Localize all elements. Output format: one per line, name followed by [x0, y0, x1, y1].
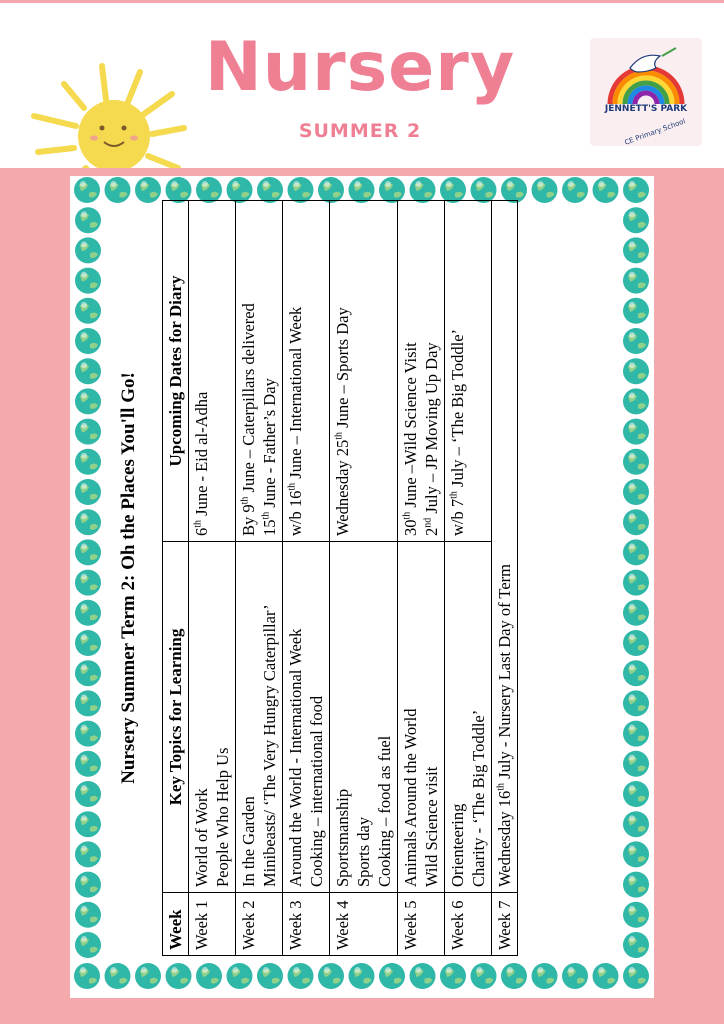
- date-line: w/b 16th June – International Week: [286, 306, 305, 536]
- globe-icon: [623, 509, 649, 535]
- table-row: [189, 201, 236, 956]
- topics-cell: [236, 542, 283, 893]
- globe-icon: [196, 963, 222, 989]
- dates-cell: [330, 201, 398, 542]
- globe-icon: [623, 177, 649, 203]
- globe-icon: [623, 298, 649, 324]
- topic-line: Cooking – food as fuel: [375, 735, 394, 887]
- globe-icon: [471, 963, 497, 989]
- globe-icon: [75, 207, 101, 233]
- globe-icon: [623, 781, 649, 807]
- globe-icon: [318, 963, 344, 989]
- column-header-week: Week: [163, 893, 189, 956]
- globe-icon: [623, 841, 649, 867]
- globe-icon: [623, 358, 649, 384]
- globe-icon: [75, 841, 101, 867]
- globe-icon: [623, 690, 649, 716]
- globe-icon: [501, 963, 527, 989]
- globe-icon: [623, 328, 649, 354]
- topic-line: Sportsmanship: [333, 788, 352, 887]
- topic-line: Wild Science visit: [422, 766, 441, 887]
- topic-line: Charity - ‘The Big Toddle’: [469, 709, 488, 887]
- globe-icon: [623, 902, 649, 928]
- table-header-row: [163, 201, 189, 956]
- rotated-document: [112, 190, 592, 966]
- topic-line: People Who Help Us: [213, 747, 232, 887]
- globe-icon: [75, 751, 101, 777]
- globe-icon: [75, 328, 101, 354]
- dates-cell: [189, 201, 236, 542]
- column-header-topics: Key Topics for Learning: [163, 542, 189, 893]
- topic-line: Sports day: [354, 816, 373, 887]
- page-subtitle: SUMMER 2: [298, 120, 422, 142]
- logo-school-subtitle: CE Primary School: [623, 117, 687, 147]
- globe-icon: [75, 479, 101, 505]
- globe-icon: [593, 177, 619, 203]
- globe-icon: [623, 388, 649, 414]
- globe-icon: [75, 872, 101, 898]
- table-row: [492, 201, 518, 956]
- globe-icon: [623, 751, 649, 777]
- globe-icon: [75, 600, 101, 626]
- globe-icon: [75, 388, 101, 414]
- topic-line: Cooking – international food: [307, 695, 326, 887]
- topic-line: Orienteering: [448, 803, 467, 887]
- topic-line: World of Work: [192, 788, 211, 887]
- date-line: By 9th June – Caterpillars delivered: [239, 303, 258, 536]
- merged-cell: Wednesday 16th July - Nursery Last Day of Term: [492, 201, 518, 893]
- globe-icon: [623, 660, 649, 686]
- globe-icon: [75, 358, 101, 384]
- globe-icon: [75, 570, 101, 596]
- date-line: 2nd July – JP Moving Up Day: [422, 342, 441, 536]
- globe-icon: [75, 721, 101, 747]
- globe-icon: [75, 298, 101, 324]
- week-cell: Week 6: [445, 893, 492, 956]
- globe-icon: [623, 630, 649, 656]
- globe-icon: [623, 721, 649, 747]
- table-row: [330, 201, 398, 956]
- topic-line: Around the World - International Week: [286, 628, 305, 887]
- globe-icon: [75, 237, 101, 263]
- week-cell: Week 5: [398, 893, 445, 956]
- globe-icon: [623, 963, 649, 989]
- document-heading: Nursery Summer Term 2: Oh the Places You'll Go!: [118, 372, 139, 784]
- week-cell: Week 2: [236, 893, 283, 956]
- globe-icon: [623, 207, 649, 233]
- topic-line: Animals Around the World: [401, 708, 420, 887]
- globe-icon: [623, 479, 649, 505]
- table-row: [236, 201, 283, 956]
- topics-cell: [398, 542, 445, 893]
- globe-icon: [75, 932, 101, 958]
- week-cell: Week 7: [492, 893, 518, 956]
- table-row: [445, 201, 492, 956]
- globe-icon: [135, 963, 161, 989]
- globe-icon: [227, 963, 253, 989]
- globe-icon: [75, 660, 101, 686]
- globe-icon: [75, 419, 101, 445]
- dates-cell: [236, 201, 283, 542]
- globe-icon: [440, 963, 466, 989]
- globe-icon: [75, 630, 101, 656]
- topics-cell: [283, 542, 330, 893]
- globe-icon: [623, 449, 649, 475]
- globe-icon: [562, 963, 588, 989]
- globe-icon: [105, 963, 131, 989]
- date-line: 15th June - Father’s Day: [260, 378, 279, 536]
- topic-line: In the Garden: [239, 796, 258, 887]
- globe-icon: [623, 570, 649, 596]
- globe-icon: [74, 177, 100, 203]
- globe-icon: [410, 963, 436, 989]
- globe-icon: [532, 963, 558, 989]
- globe-icon: [623, 419, 649, 445]
- date-line: w/b 7th July – ‘The Big Toddle’: [448, 328, 467, 536]
- topics-cell: [330, 542, 398, 893]
- column-header-dates: Upcoming Dates for Diary: [163, 201, 189, 542]
- table-row: [283, 201, 330, 956]
- table-row: [398, 201, 445, 956]
- globe-icon: [75, 268, 101, 294]
- globe-icon: [623, 268, 649, 294]
- globe-icon: [379, 963, 405, 989]
- globe-icon: [623, 932, 649, 958]
- globe-icon: [623, 872, 649, 898]
- globe-icon: [623, 237, 649, 263]
- globe-icon: [74, 963, 100, 989]
- date-line: 30th June –Wild Science Visit: [401, 342, 420, 536]
- globe-icon: [75, 902, 101, 928]
- globe-icon: [75, 449, 101, 475]
- dates-cell: [445, 201, 492, 542]
- dates-cell: [283, 201, 330, 542]
- logo-school-name: JENNETT'S PARK: [604, 104, 688, 114]
- globe-icon: [75, 690, 101, 716]
- date-line: 6th June - Eid al-Adha: [192, 391, 211, 536]
- globe-icon: [166, 963, 192, 989]
- globe-icon: [593, 963, 619, 989]
- globe-icon: [288, 963, 314, 989]
- globe-icon: [75, 781, 101, 807]
- globe-icon: [75, 539, 101, 565]
- week-cell: Week 4: [330, 893, 398, 956]
- week-cell: Week 1: [189, 893, 236, 956]
- topic-line: Minibeasts/ ‘The Very Hungry Caterpillar’: [260, 604, 279, 887]
- globe-icon: [623, 811, 649, 837]
- date-line: Wednesday 25th June – Sports Day: [333, 307, 352, 536]
- globe-icon: [257, 963, 283, 989]
- globe-icon: [75, 811, 101, 837]
- globe-icon: [349, 963, 375, 989]
- globe-icon: [623, 539, 649, 565]
- week-cell: Week 3: [283, 893, 330, 956]
- topics-cell: [189, 542, 236, 893]
- page-title: Nursery: [204, 28, 516, 107]
- globe-icon: [623, 600, 649, 626]
- topics-cell: [445, 542, 492, 893]
- dates-cell: [398, 201, 445, 542]
- planning-table: [162, 200, 518, 956]
- globe-icon: [75, 509, 101, 535]
